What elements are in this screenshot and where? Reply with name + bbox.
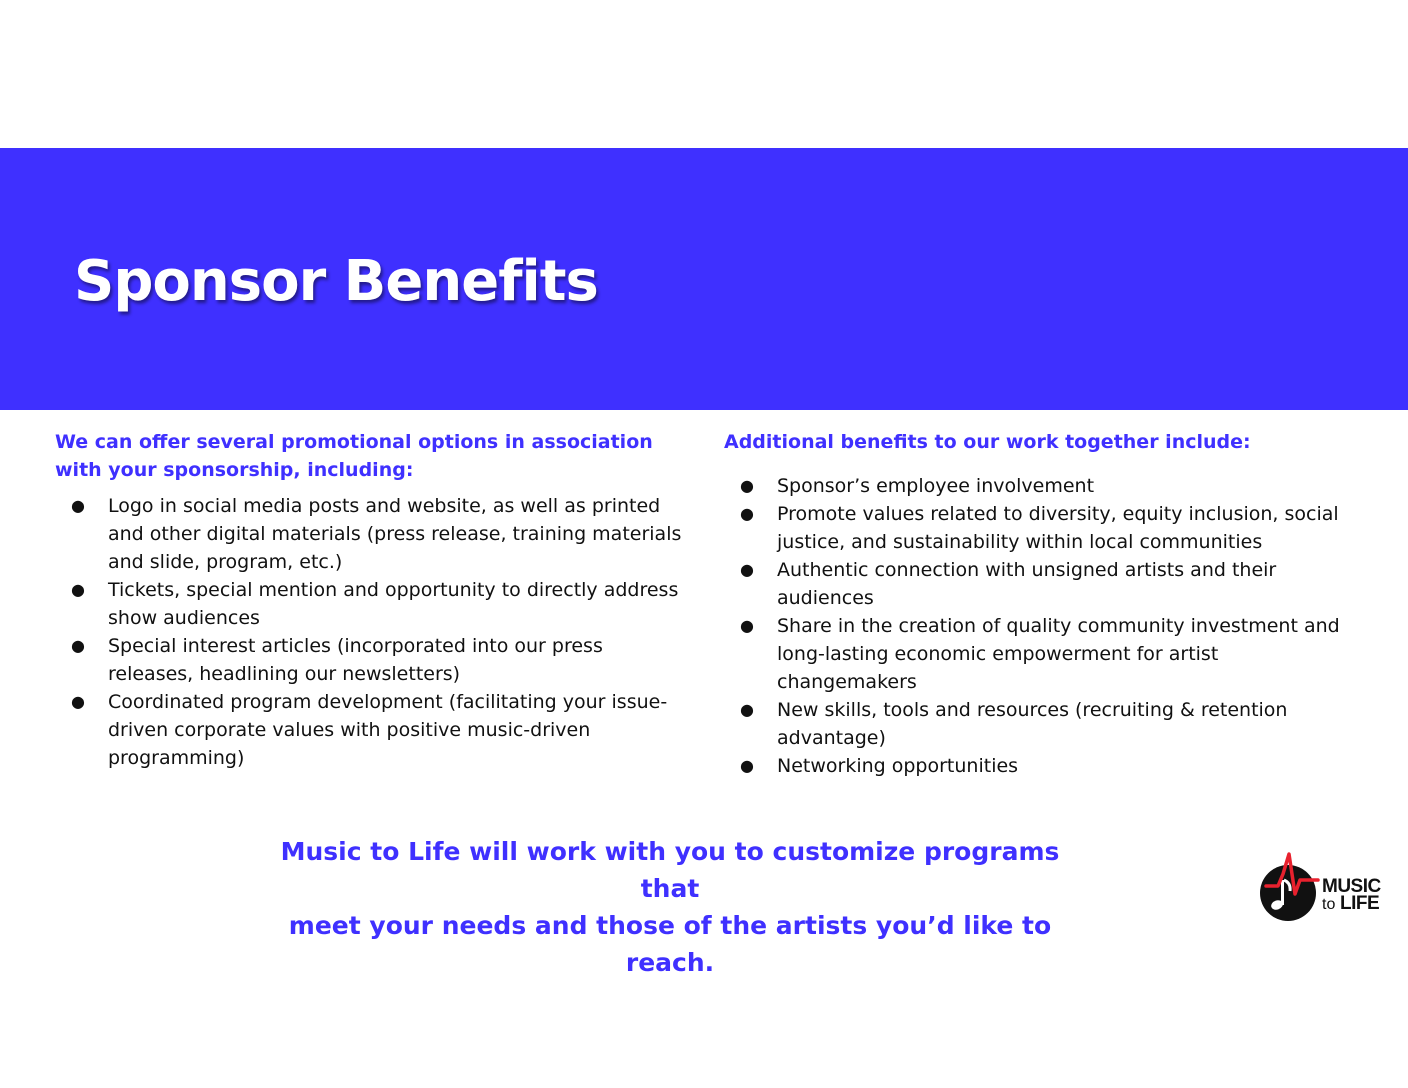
list-item xyxy=(55,576,695,632)
list-item xyxy=(55,492,695,576)
list-item xyxy=(55,632,695,688)
closing-line-1: Music to Life will work with you to customize programs that xyxy=(280,837,1060,903)
list-item-text: Special interest articles (incorporated into our press releases, headlining our newsletters) xyxy=(108,635,603,685)
list-item-text: Networking opportunities xyxy=(777,755,1019,777)
list-item xyxy=(55,688,695,772)
list-item-text: Coordinated program development (facilitating your issue-driven corporate values with positive music-driven programming) xyxy=(108,691,668,769)
logo-word-music: MUSIC xyxy=(1322,876,1381,897)
additional-benefits-list xyxy=(724,472,1364,780)
additional-benefits-column xyxy=(724,428,1364,780)
page-title: Sponsor Benefits xyxy=(74,249,598,314)
promotional-options-list xyxy=(55,492,695,772)
list-item xyxy=(724,696,1364,752)
list-item-text: New skills, tools and resources (recruiting & retention advantage) xyxy=(777,699,1288,749)
list-item xyxy=(724,612,1364,696)
bullet-icon: ● xyxy=(740,476,754,495)
bullet-icon: ● xyxy=(740,700,754,719)
music-note-pulse-icon xyxy=(1258,850,1322,925)
closing-statement xyxy=(250,833,1090,981)
list-item-text: Sponsor’s employee involvement xyxy=(777,475,1095,497)
bullet-icon: ● xyxy=(71,692,85,711)
list-item-text: Logo in social media posts and website, as well as printed and other digital materials (press release, training materials and slide, program, etc.) xyxy=(108,495,682,573)
list-item-text: Promote values related to diversity, equity inclusion, social justice, and sustainability within local communities xyxy=(777,503,1339,553)
bullet-icon: ● xyxy=(740,756,754,775)
bullet-icon: ● xyxy=(740,560,754,579)
bullet-icon: ● xyxy=(740,616,754,635)
promotional-options-heading: We can offer several promotional options in association with your sponsorship, including: xyxy=(55,431,653,481)
logo-word-to: to xyxy=(1322,896,1336,913)
bullet-icon: ● xyxy=(71,580,85,599)
additional-benefits-heading: Additional benefits to our work together include: xyxy=(724,431,1251,453)
promotional-options-column xyxy=(55,428,695,772)
bullet-icon: ● xyxy=(71,636,85,655)
list-item xyxy=(724,752,1364,780)
list-item-text: Share in the creation of quality community investment and long-lasting economic empowerment for artist changemakers xyxy=(777,615,1340,693)
list-item-text: Authentic connection with unsigned artists and their audiences xyxy=(777,559,1277,609)
bullet-icon: ● xyxy=(71,496,85,515)
list-item-text: Tickets, special mention and opportunity to directly address show audiences xyxy=(108,579,679,629)
list-item xyxy=(724,556,1364,612)
bullet-icon: ● xyxy=(740,504,754,523)
list-item xyxy=(724,472,1364,500)
list-item xyxy=(724,500,1364,556)
logo-word-life: LIFE xyxy=(1340,893,1380,914)
music-to-life-logo xyxy=(1258,850,1388,925)
closing-line-2: meet your needs and those of the artists you’d like to reach. xyxy=(288,911,1052,977)
